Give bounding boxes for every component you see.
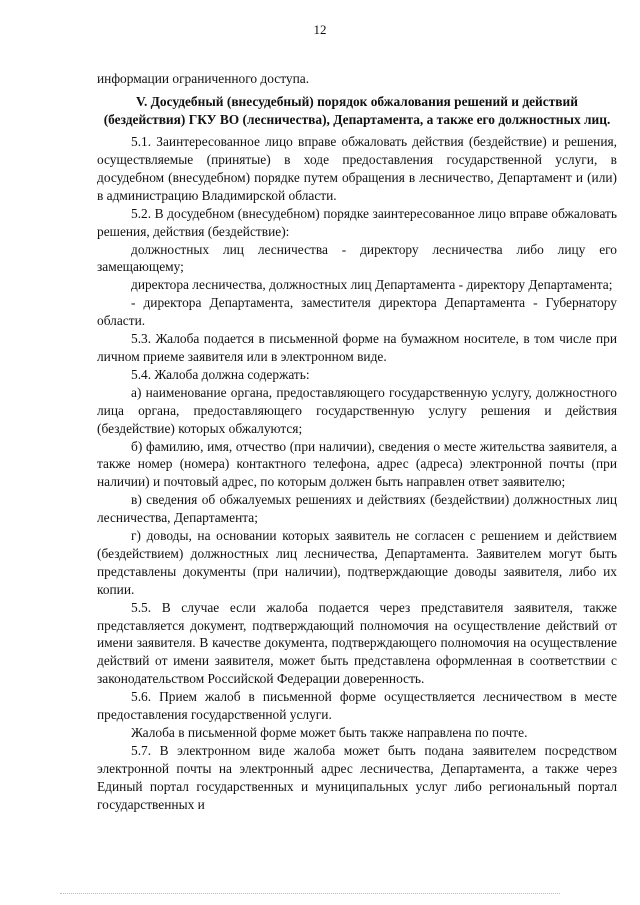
- paragraph: 5.2. В досудебном (внесудебном) порядке заинтересованное лицо вправе обжаловать решения, действия (бездействие):: [97, 205, 617, 239]
- paragraph: б) фамилию, имя, отчество (при наличии), сведения о месте жительства заявителя, а также номер (номера) контактного телефона, адрес (адреса) электронной почты (при наличии) и почтовый адрес, по которым должен быть направлен ответ заявителю;: [97, 438, 617, 490]
- section-heading: V. Досудебный (внесудебный) порядок обжалования решений и действий (бездействия) ГКУ ВО (лесничества), Департамента, а также его должностных лиц.: [103, 93, 611, 127]
- paragraph: 5.5. В случае если жалоба подается через представителя заявителя, также представляется документ, подтверждающий полномочия на осуществление действий от имени заявителя. В качестве документа, подтверждающего полномочия на осуществление действий от имени заявителя, может быть представлена оформленная в соответствии с законодательством Российской Федерации доверенность.: [97, 599, 617, 687]
- paragraph: а) наименование органа, предоставляющего государственную услугу, должностного лица органа, предоставляющего государственную услугу решения и действия (бездействие) которых обжалуются;: [97, 384, 617, 436]
- page-number: 12: [313, 22, 327, 37]
- paragraph: 5.7. В электронном виде жалоба может быть подана заявителем посредством электронной почты на электронный адрес лесничества, Департамента, а также через Единый портал государственных и муниципальных услуг либо региональный портал государственных и: [97, 742, 617, 812]
- paragraph: 5.6. Прием жалоб в письменной форме осуществляется лесничеством в месте предоставления государственной услуги.: [97, 689, 617, 723]
- paragraph: 5.3. Жалоба подается в письменной форме на бумажном носителе, в том числе при личном приеме заявителя или в электронном виде.: [97, 331, 617, 364]
- document-body: [97, 70, 617, 814]
- paragraph: в) сведения об обжалуемых решениях и действиях (бездействии) должностных лиц лесничества, Департамента;: [97, 492, 617, 526]
- paragraph: директора лесничества, должностных лиц Департамента - директору Департамента;: [131, 277, 613, 293]
- paragraph: 5.4. Жалоба должна содержать:: [131, 366, 310, 382]
- paragraph: - директора Департамента, заместителя директора Департамента - Губернатору области.: [97, 295, 617, 329]
- paragraph: Жалоба в письменной форме может быть также направлена по почте.: [131, 725, 528, 740]
- paragraph: информации ограниченного доступа.: [97, 71, 310, 86]
- paragraph: 5.1. Заинтересованное лицо вправе обжаловать действия (бездействие) и решения, осуществляемые (принятые) в ходе предоставления государственной услуги, в досудебном (внесудебном) порядке путем обращения в лесничество, Департамент и (или) в администрацию Владимирской области.: [97, 134, 617, 203]
- scan-artifact-line: [60, 893, 560, 894]
- paragraph: должностных лиц лесничества - директору лесничества либо лицу его замещающему;: [97, 241, 617, 275]
- paragraph: г) доводы, на основании которых заявитель не согласен с решением и действием (бездействием) должностных лиц лесничества, Департамента. Заявителем могут быть представлены документы (при наличии), подтверждающие доводы заявителя, либо их копии.: [97, 528, 617, 597]
